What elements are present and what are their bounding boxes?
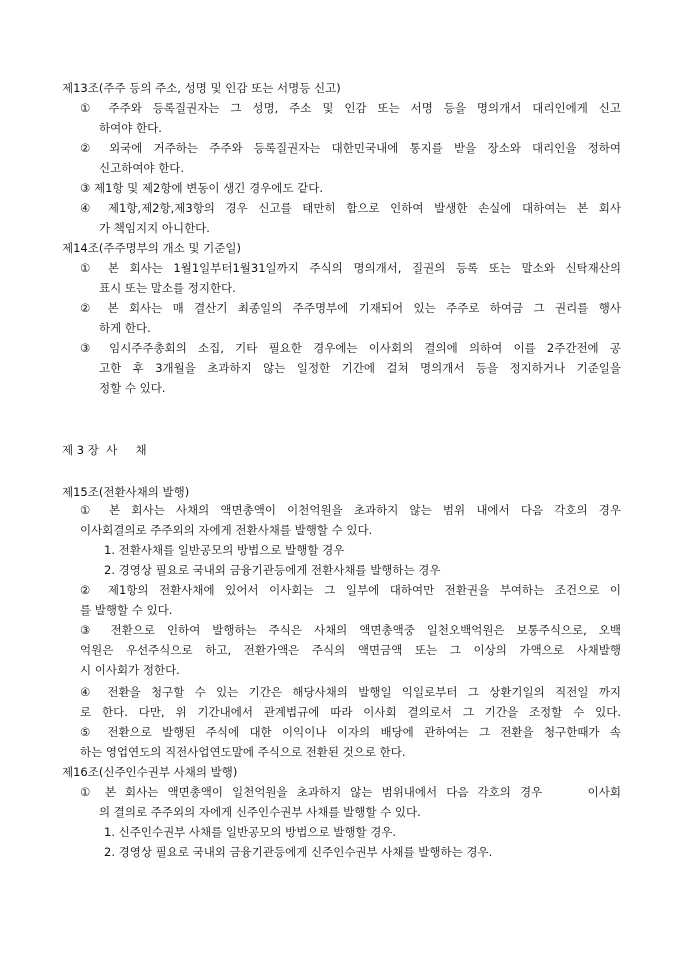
article-15-item-4: ④ 전환을 청구할 수 있는 기간은 해당사채의 발행일 익일로부터 그 상환기일의 직전일 까지 xyxy=(80,685,621,699)
article-13-item-2-cont: 신고하여야 한다. xyxy=(99,161,185,175)
article-14-item-3-cont2: 정할 수 있다. xyxy=(99,381,166,395)
article-13-title: 제13조(주주 등의 주소, 성명 및 인감 또는 서명등 신고) xyxy=(62,81,341,95)
article-14-item-1-cont: 표시 또는 말소를 정지한다. xyxy=(99,281,236,295)
article-13-item-2: ② 외국에 거주하는 주주와 등록질권자는 대한민국내에 통지를 받을 장소와 대리인을 정하여 xyxy=(80,141,621,155)
article-14-item-3: ③ 임시주주총회의 소집, 기타 필요한 경우에는 이사회의 결의에 의하여 이를 2주간전에 공 xyxy=(80,341,621,355)
article-16-title: 제16조(신주인수권부 사채의 발행) xyxy=(62,765,238,779)
article-15-item-5-cont: 하는 영업연도의 직전사업연도말에 주식으로 전환된 것으로 한다. xyxy=(80,745,406,759)
article-14-item-2-cont: 하게 한다. xyxy=(99,321,151,335)
article-15-item-5: ⑤ 전환으로 발행된 주식에 대한 이익이나 이자의 배당에 관하여는 그 전환을 청구한때가 속 xyxy=(80,725,621,739)
article-13-item-4-cont: 가 책임지지 아니한다. xyxy=(99,221,210,235)
article-14-title: 제14조(주주명부의 개소 및 기준일) xyxy=(62,241,241,255)
article-15-item-3: ③ 전환으로 인하여 발행하는 주식은 사채의 액면총액중 일천오백억원은 보통주식으로, 오백 xyxy=(80,623,621,637)
article-16-item-1: ① 본 회사는 액면총액이 일천억원을 초과하지 않는 범위내에서 다음 각호의 경우 이사회 xyxy=(80,785,621,799)
article-15-item-3-cont1: 억원은 우선주식으로 하고, 전환가액은 주식의 액면금액 또는 그 이상의 가액으로 사채발행 xyxy=(80,643,621,657)
article-13-item-1: ① 주주와 등록질권자는 그 성명, 주소 및 인감 또는 서명 등을 명의개서 대리인에게 신고 xyxy=(80,101,621,115)
article-13-item-1-cont: 하여야 한다. xyxy=(99,121,162,135)
article-14-item-1: ① 본 회사는 1월1일부터1월31일까지 주식의 명의개서, 질권의 등록 또는 말소와 신탁재산의 xyxy=(80,261,621,275)
article-13-item-4: ④ 제1항,제2항,제3항의 경우 신고를 태만히 함으로 인하여 발생한 손실에 대하여는 본 회사 xyxy=(80,201,621,215)
article-15-item-2: ② 제1항의 전환사채에 있어서 이사회는 그 일부에 대하여만 전환권을 부여하는 조건으로 이 xyxy=(80,583,621,597)
article-14-item-2: ② 본 회사는 매 결산기 최종일의 주주명부에 기재되어 있는 주주로 하여금 그 권리를 행사 xyxy=(80,301,621,315)
article-15-item-1: ① 본 회사는 사채의 액면총액이 이천억원을 초과하지 않는 범위 내에서 다음 각호의 경우 xyxy=(80,503,621,517)
article-15-item-1-cont: 이사회결의로 주주외의 자에게 전환사채를 발행할 수 있다. xyxy=(80,523,373,537)
chapter-heading: 제 3 장 사 채 xyxy=(62,443,147,457)
article-13-item-3: ③ 제1항 및 제2항에 변동이 생긴 경우에도 같다. xyxy=(80,181,324,195)
article-15-title: 제15조(전환사채의 발행) xyxy=(62,485,190,499)
article-15-item-3-cont2: 시 이사회가 정한다. xyxy=(80,663,180,677)
article-15-item-4-cont: 로 한다. 다만, 위 기간내에서 관계법규에 따라 이사회 결의로서 그 기간을 조정할 수 있다. xyxy=(80,705,621,719)
article-15-item-2-cont: 를 발행할 수 있다. xyxy=(80,603,173,617)
article-16-subitem-2: 2. 경영상 필요로 국내외 금융기관등에게 신주인수권부 사채를 발행하는 경우. xyxy=(104,845,493,859)
article-15-subitem-2: 2. 경영상 필요로 국내외 금융기관등에게 전환사채를 발행하는 경우 xyxy=(104,563,441,577)
article-14-item-3-cont1: 고한 후 3개월을 초과하지 않는 일정한 기간에 걸쳐 명의개서 등을 정지하거나 기준일을 xyxy=(99,361,621,375)
article-16-subitem-1: 1. 신주인수권부 사채를 일반공모의 방법으로 발행할 경우. xyxy=(104,825,397,839)
article-16-item-1-cont: 의 결의로 주주외의 자에게 신주인수권부 사채를 발행할 수 있다. xyxy=(99,805,421,819)
article-15-subitem-1: 1. 전환사채를 일반공모의 방법으로 발행할 경우 xyxy=(104,543,345,557)
